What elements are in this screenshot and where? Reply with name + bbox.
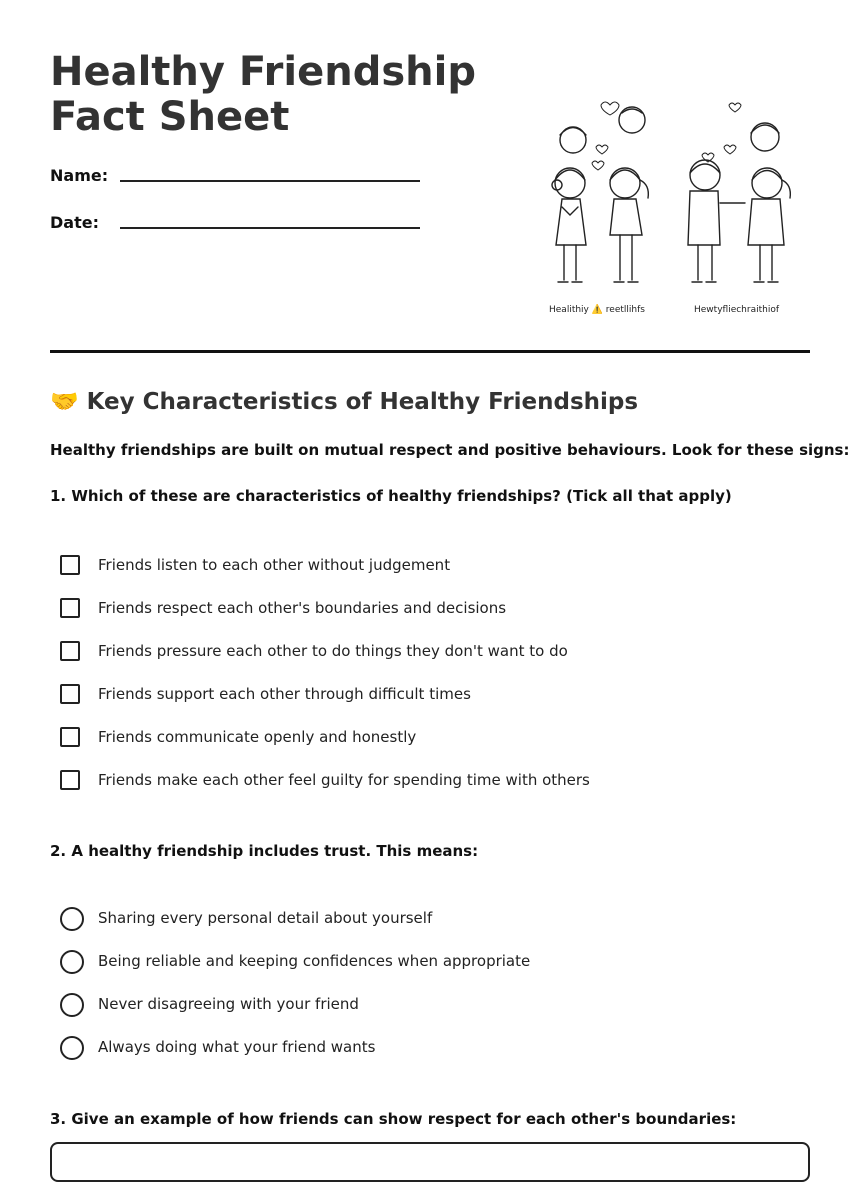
page-title: Healthy Friendship Fact Sheet bbox=[50, 49, 476, 140]
q2-option-label: Always doing what your friend wants bbox=[98, 1038, 376, 1056]
q2-option-label: Sharing every personal detail about yourself bbox=[98, 909, 433, 927]
question-2: 2. A healthy friendship includes trust. This means: bbox=[50, 842, 479, 860]
radio-button[interactable] bbox=[60, 950, 84, 974]
name-label: Name: bbox=[50, 166, 109, 185]
checkbox[interactable] bbox=[60, 727, 80, 747]
question-1: 1. Which of these are characteristics of healthy friendships? (Tick all that apply) bbox=[50, 487, 732, 505]
q3-answer-box[interactable] bbox=[50, 1142, 810, 1182]
section-title: Key Characteristics of Healthy Friendships bbox=[86, 389, 639, 415]
q1-option-label: Friends make each other feel guilty for spending time with others bbox=[98, 771, 590, 789]
checkbox[interactable] bbox=[60, 555, 80, 575]
q1-option-label: Friends communicate openly and honestly bbox=[98, 728, 417, 746]
illustration-caption-left: Healithiy ⚠️ reetllihfs bbox=[549, 305, 645, 315]
q1-option-label: Friends support each other through difficult times bbox=[98, 685, 471, 703]
checkbox[interactable] bbox=[60, 598, 80, 618]
radio-button[interactable] bbox=[60, 1036, 84, 1060]
q1-option-label: Friends pressure each other to do things they don't want to do bbox=[98, 642, 568, 660]
date-input-line[interactable] bbox=[120, 227, 420, 229]
question-3: 3. Give an example of how friends can show respect for each other's boundaries: bbox=[50, 1110, 737, 1128]
header-divider bbox=[50, 350, 810, 353]
section-intro: Healthy friendships are built on mutual respect and positive behaviours. Look for these signs: bbox=[50, 441, 850, 459]
q2-option-label: Never disagreeing with your friend bbox=[98, 995, 359, 1013]
q1-option-label: Friends respect each other's boundaries and decisions bbox=[98, 599, 507, 617]
name-input-line[interactable] bbox=[120, 180, 420, 182]
q2-option-label: Being reliable and keeping confidences when appropriate bbox=[98, 952, 531, 970]
checkbox[interactable] bbox=[60, 641, 80, 661]
radio-button[interactable] bbox=[60, 907, 84, 931]
checkbox[interactable] bbox=[60, 684, 80, 704]
q1-option-label: Friends listen to each other without judgement bbox=[98, 556, 451, 574]
handshake-icon: 🤝 bbox=[50, 389, 79, 415]
section-heading bbox=[50, 388, 638, 415]
illustration-caption-right: Hewtyfliechraithiof bbox=[694, 305, 780, 315]
friends-illustration bbox=[540, 95, 800, 325]
checkbox[interactable] bbox=[60, 770, 80, 790]
radio-button[interactable] bbox=[60, 993, 84, 1017]
date-label: Date: bbox=[50, 213, 99, 232]
